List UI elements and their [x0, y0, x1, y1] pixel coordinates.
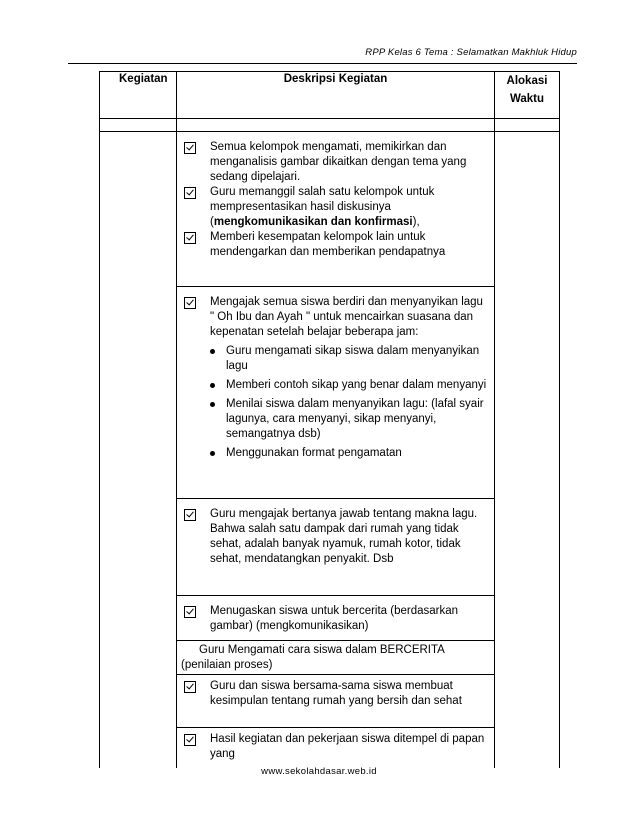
- deskripsi-cell: [177, 675, 495, 728]
- header-kegiatan: Kegiatan: [100, 72, 177, 119]
- checklist-item: Hasil kegiatan dan pekerjaan siswa ditempel di papan yang: [177, 732, 488, 762]
- bullet-item: Menggunakan format pengamatan: [208, 446, 488, 461]
- bullet-icon: [210, 451, 215, 456]
- checklist-item: Guru dan siswa bersama-sama siswa membuat kesimpulan tentang rumah yang bersih dan sehat: [177, 679, 488, 709]
- gap-cell-deskripsi: [177, 119, 495, 132]
- deskripsi-cell: [177, 132, 495, 287]
- page-header: RPP Kelas 6 Tema : Selamatkan Makhluk Hidup: [365, 47, 577, 58]
- checkbox-icon: [184, 509, 196, 521]
- checkbox-icon: [184, 297, 196, 309]
- checklist-item: Menugaskan siswa untuk bercerita (berdasarkan gambar) (mengkomunikasikan): [177, 604, 488, 634]
- header-rule: [68, 63, 577, 64]
- kegiatan-cell: [100, 132, 177, 769]
- checkbox-icon: [184, 606, 196, 618]
- checklist-item: Semua kelompok mengamati, memikirkan dan menganalisis gambar dikaitkan dengan tema yang sedang dipelajari.: [177, 140, 488, 185]
- page-footer: www.sekolahdasar.web.id: [261, 766, 377, 777]
- table-gap-row: [100, 119, 560, 132]
- bullet-item: Guru mengamati sikap siswa dalam menyanyikan lagu: [208, 344, 488, 374]
- checkbox-icon: [184, 734, 196, 746]
- deskripsi-cell: [177, 596, 495, 641]
- alokasi-cell: [495, 132, 560, 769]
- checklist-item: Guru memanggil salah satu kelompok untuk mempresentasikan hasil diskusinya (mengkomunikasikan dan konfirmasi),: [177, 185, 488, 230]
- checkbox-icon: [184, 232, 196, 244]
- header-alokasi-line2: Waktu: [509, 93, 545, 105]
- checkbox-icon: [184, 187, 196, 199]
- table-header-row: [100, 72, 560, 119]
- table-row: [100, 132, 560, 287]
- deskripsi-cell: [177, 641, 495, 675]
- checklist-item: Mengajak semua siswa berdiri dan menyanyikan lagu " Oh Ibu dan Ayah " untuk mencairkan suasana dan kepenatan setelah belajar beberapa jam:: [177, 295, 488, 340]
- checkbox-icon: [184, 681, 196, 693]
- header-alokasi: [495, 72, 560, 119]
- deskripsi-cell: [177, 728, 495, 769]
- deskripsi-cell: [177, 499, 495, 596]
- gap-cell-alokasi: [495, 119, 560, 132]
- bullet-icon: [210, 383, 215, 388]
- bullet-item: Memberi contoh sikap yang benar dalam menyanyi: [208, 378, 488, 393]
- bullet-icon: [210, 402, 215, 407]
- checklist-item: Memberi kesempatan kelompok lain untuk mendengarkan dan memberikan pendapatnya: [177, 230, 488, 260]
- activity-table: [99, 71, 560, 768]
- bullet-icon: [210, 349, 215, 354]
- bullet-item: Menilai siswa dalam menyanyikan lagu: (lafal syair lagunya, cara menyanyi, sikap menyanyi, semangatnya dsb): [208, 397, 488, 442]
- checklist-item: Guru mengajak bertanya jawab tentang makna lagu. Bahwa salah satu dampak dari rumah yang tidak sehat, adalah banyak nyamuk, rumah kotor, tidak sehat, mendatangkan penyakit. Dsb: [177, 507, 488, 567]
- deskripsi-cell: [177, 287, 495, 499]
- checkbox-icon: [184, 142, 196, 154]
- header-alokasi-line1: Alokasi: [506, 75, 548, 87]
- gap-cell-kegiatan: [100, 119, 177, 132]
- observation-line: Guru Mengamati cara siswa dalam BERCERITA: [199, 644, 445, 656]
- header-deskripsi: Deskripsi Kegiatan: [177, 72, 495, 119]
- observation-note: (penilaian proses): [181, 659, 273, 671]
